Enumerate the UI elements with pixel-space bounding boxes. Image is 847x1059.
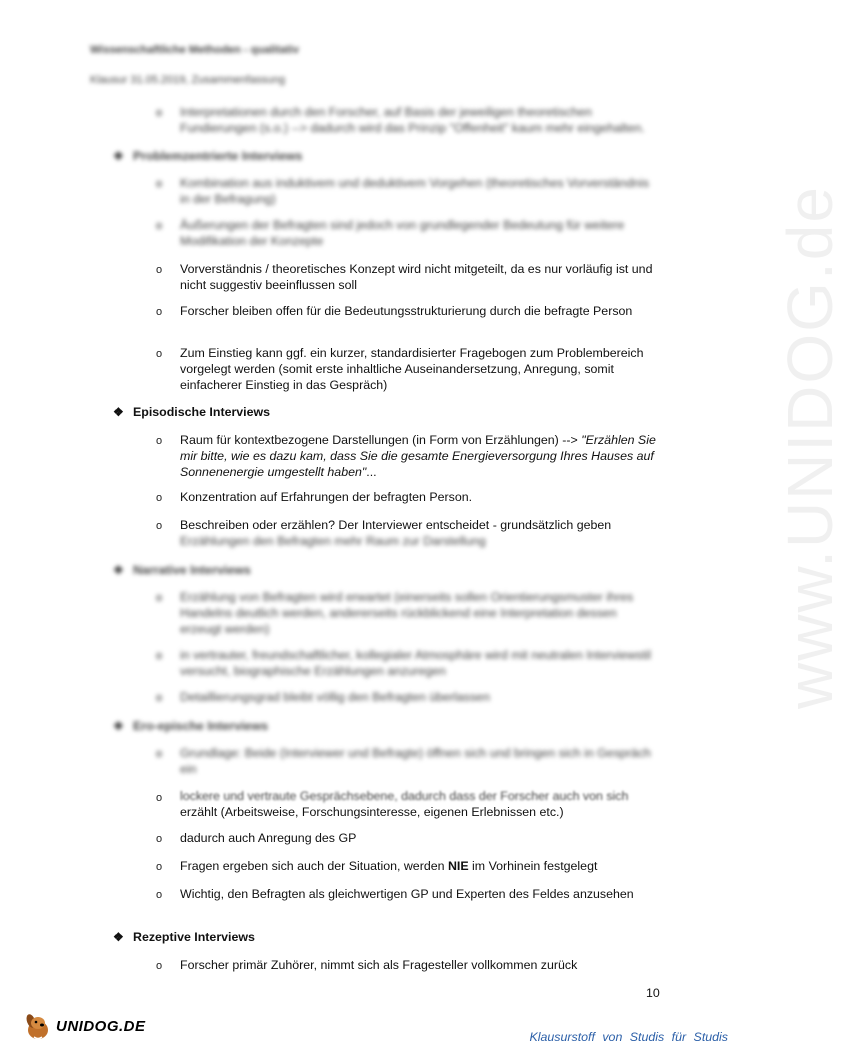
- list-item: Kombination aus induktivem und deduktivem Vorgehen (theoretisches Vorverständnis in der Befragung): [180, 176, 650, 206]
- bullet-icon: o: [156, 178, 163, 190]
- list-item: Fragen ergeben sich auch der Situation, werden NIE im Vorhinein festgelegt: [180, 859, 598, 873]
- bullet-icon: o: [156, 264, 163, 276]
- bullet-icon: o: [156, 833, 163, 845]
- bullet-icon: o: [156, 692, 163, 704]
- list-item: Äußerungen der Befragten sind jedoch von grundlegender Bedeutung für weitere Modifikation der Konzepte: [180, 218, 625, 248]
- list-item: Zum Einstieg kann ggf. ein kurzer, standardisierter Fragebogen zum Problembereich vorgelegt werden (somit erste inhaltliche Auseinandersetzung, Anregung, somit einfacherer Einstieg in das Gespräch): [180, 346, 644, 392]
- dog-icon: [22, 1010, 54, 1042]
- page-subtitle: Klausur 31.05.2019, Zusammenfassung: [90, 74, 286, 86]
- bullet-icon: o: [156, 492, 163, 504]
- bullet-icon: o: [156, 960, 163, 972]
- bullet-icon: o: [156, 889, 163, 901]
- page-title: Wissenschaftliche Methoden - qualitativ: [90, 44, 299, 56]
- unidog-logo[interactable]: [22, 1010, 146, 1042]
- section-heading: ❖ Problemzentrierte Interviews: [113, 149, 303, 163]
- diamond-icon: ❖: [113, 563, 124, 577]
- bullet-icon: o: [156, 520, 163, 532]
- bullet-icon: o: [156, 107, 163, 119]
- list-item: Grundlage: Beide (Interviewer und Befragte) öffnen sich und bringen sich in Gespräch ein: [180, 746, 651, 776]
- section-heading: ❖ Rezeptive Interviews: [113, 930, 255, 944]
- bullet-icon: o: [156, 650, 163, 662]
- list-item: dadurch auch Anregung des GP: [180, 831, 357, 845]
- list-item: Forscher bleiben offen für die Bedeutungsstrukturierung durch die befragte Person: [180, 304, 633, 318]
- section-heading: ❖ Ero-epische Interviews: [113, 719, 268, 733]
- bullet-icon: o: [156, 220, 163, 232]
- list-item: Beschreiben oder erzählen? Der Interviewer entscheidet - grundsätzlich geben Erzählungen den Befragten mehr Raum zur Darstellung: [180, 518, 612, 548]
- bullet-icon: o: [156, 792, 163, 804]
- list-item: Raum für kontextbezogene Darstellungen (in Form von Erzählungen) --> "Erzählen Sie mir bitte, wie es dazu kam, dass Sie die gesamte Energieversorgung Ihres Hauses auf Sonnenenergie umgestellt haben"...: [180, 433, 656, 479]
- bullet-icon: o: [156, 348, 163, 360]
- section-heading: ❖ Narrative Interviews: [113, 563, 251, 577]
- bullet-icon: o: [156, 861, 163, 873]
- list-item: Interpretationen durch den Forscher, auf Basis der jeweiligen theoretischen Fundierungen (s.o.) --> dadurch wird das Prinzip "Offenheit" kaum mehr eingehalten.: [180, 105, 645, 135]
- diamond-icon: ❖: [113, 930, 124, 944]
- bullet-icon: o: [156, 306, 163, 318]
- diamond-icon: ❖: [113, 719, 124, 733]
- list-item: Konzentration auf Erfahrungen der befragten Person.: [180, 490, 473, 504]
- list-item: lockere und vertraute Gesprächsebene, dadurch dass der Forscher auch von sich erzählt (Arbeitsweise, Forschungsinteresse, eigenen Erlebnissen etc.): [180, 789, 629, 819]
- bullet-icon: o: [156, 748, 163, 760]
- list-item: Forscher primär Zuhörer, nimmt sich als Fragesteller vollkommen zurück: [180, 958, 578, 972]
- list-item: in vertrauter, freundschaftlicher, kollegialer Atmosphäre wird mit neutralen Interviewstil versucht, biographische Erzählungen anzuregen: [180, 648, 652, 678]
- diamond-icon: ❖: [113, 405, 124, 419]
- list-item: Detaillierungsgrad bleibt völlig den Befragten überlassen: [180, 690, 490, 704]
- list-item: Wichtig, den Befragten als gleichwertigen GP und Experten des Feldes anzusehen: [180, 887, 634, 901]
- footer-tagline: Klausurstoff von Studis für Studis: [529, 1030, 728, 1044]
- logo-text: UNIDOG.DE: [56, 1017, 146, 1035]
- bullet-icon: o: [156, 435, 163, 447]
- section-heading: ❖ Episodische Interviews: [113, 405, 271, 419]
- list-item: Erzählung von Befragten wird erwartet (einerseits sollen Orientierungsmuster ihres Handelns deutlich werden, andererseits rückblickend eine Interpretation dessen erzeugt werden): [180, 590, 634, 636]
- diamond-icon: ❖: [113, 149, 124, 163]
- page-number: 10: [646, 986, 660, 1000]
- bullet-icon: o: [156, 592, 163, 604]
- watermark: www.UNIDOG.de: [773, 185, 846, 709]
- list-item: Vorverständnis / theoretisches Konzept wird nicht mitgeteilt, da es nur vorläufig ist und nicht suggestiv beeinflussen soll: [180, 262, 653, 292]
